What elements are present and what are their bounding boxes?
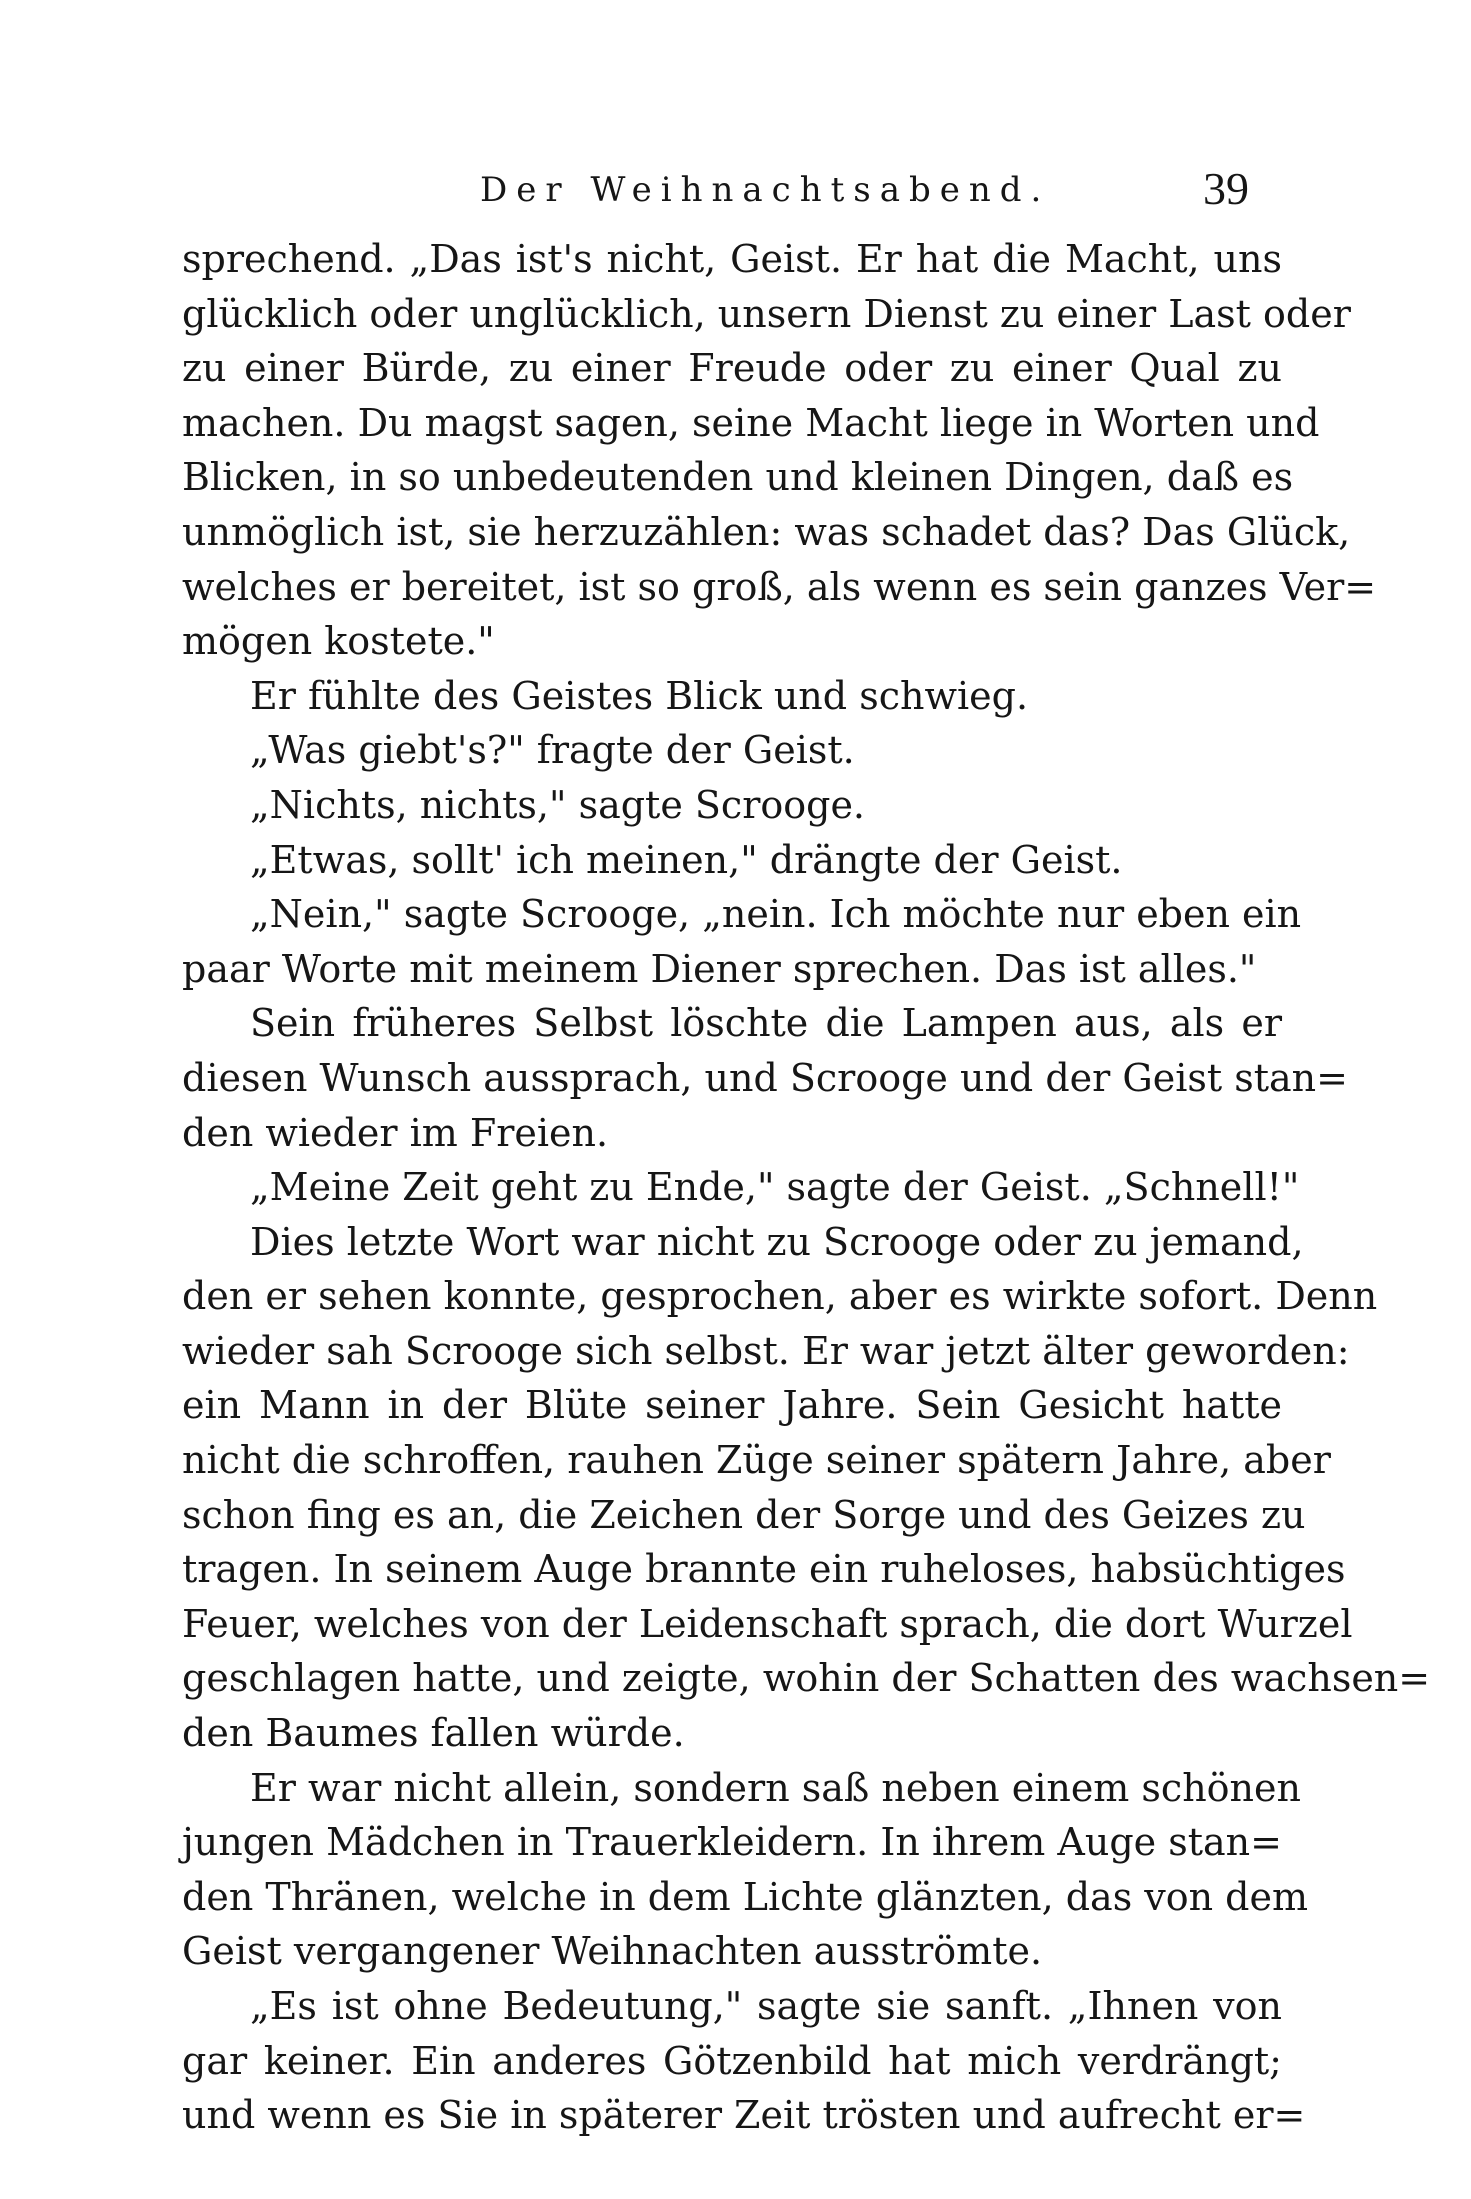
text-line: sprechend. „Das ist's nicht, Geist. Er hat die Macht, uns [182, 237, 1282, 281]
text-line: jungen Mädchen in Trauerkleidern. In ihrem Auge stan= [182, 1820, 1282, 1865]
text-line: geschlagen hatte, und zeigte, wohin der Schatten des wachsen= [182, 1656, 1431, 1701]
text-line: Geist vergangener Weihnachten ausströmte. [182, 1929, 1043, 1974]
text-line: Er fühlte des Geistes Blick und schwieg. [250, 673, 1029, 718]
page-number: 39 [1203, 163, 1249, 214]
text-line: welches er bereitet, ist so groß, als wenn es sein ganzes Ver= [182, 564, 1377, 609]
text-line: „Es ist ohne Bedeutung," sagte sie sanft. „Ihnen von [250, 1984, 1282, 2028]
body-text [182, 232, 1431, 2143]
text-line: machen. Du magst sagen, seine Macht liege in Worten und [182, 400, 1320, 445]
text-line: paar Worte mit meinem Diener sprechen. Das ist alles." [182, 946, 1257, 991]
text-line: diesen Wunsch aussprach, und Scrooge und der Geist stan= [182, 1055, 1348, 1100]
text-line: gar keiner. Ein anderes Götzenbild hat mich verdrängt; [182, 2038, 1282, 2083]
text-line: den Baumes fallen würde. [182, 1711, 685, 1756]
text-line: Sein früheres Selbst löschte die Lampen aus, als er [250, 1001, 1282, 1046]
text-line: Blicken, in so unbedeutenden und kleinen Dingen, daß es [182, 455, 1294, 500]
text-line: Dies letzte Wort war nicht zu Scrooge oder zu jemand, [250, 1219, 1304, 1264]
text-line: den er sehen konnte, gesprochen, aber es wirkte sofort. Denn [182, 1274, 1378, 1319]
text-line: „Nein," sagte Scrooge, „nein. Ich möchte nur eben ein [250, 892, 1302, 937]
text-line: glücklich oder unglücklich, unsern Dienst zu einer Last oder [182, 291, 1351, 336]
text-line: „Was giebt's?" fragte der Geist. [250, 728, 855, 773]
running-head [0, 162, 1471, 222]
text-line: mögen kostete." [182, 619, 495, 664]
text-line: unmöglich ist, sie herzuzählen: was schadet das? Das Glück, [182, 509, 1351, 554]
text-line: ein Mann in der Blüte seiner Jahre. Sein Gesicht hatte [182, 1383, 1282, 1428]
text-line: wieder sah Scrooge sich selbst. Er war jetzt älter geworden: [182, 1328, 1350, 1373]
text-line: und wenn es Sie in späterer Zeit trösten und aufrecht er= [182, 2093, 1306, 2138]
text-line: den wieder im Freien. [182, 1110, 609, 1155]
text-line: „Meine Zeit geht zu Ende," sagte der Geist. „Schnell!" [250, 1165, 1300, 1210]
text-line: schon fing es an, die Zeichen der Sorge und des Geizes zu [182, 1492, 1306, 1537]
text-line: zu einer Bürde, zu einer Freude oder zu einer Qual zu [182, 346, 1282, 391]
text-line: tragen. In seinem Auge brannte ein ruheloses, habsüchtiges [182, 1547, 1346, 1592]
text-line: Feuer, welches von der Leidenschaft sprach, die dort Wurzel [182, 1601, 1353, 1646]
text-line: den Thränen, welche in dem Lichte glänzten, das von dem [182, 1874, 1309, 1919]
text-line: „Nichts, nichts," sagte Scrooge. [250, 782, 866, 827]
text-line: Er war nicht allein, sondern saß neben einem schönen [250, 1765, 1301, 1810]
text-line: nicht die schroffen, rauhen Züge seiner spätern Jahre, aber [182, 1438, 1331, 1483]
text-line: „Etwas, sollt' ich meinen," drängte der Geist. [250, 837, 1123, 882]
running-title: Der Weihnachtsabend. [480, 170, 1051, 210]
